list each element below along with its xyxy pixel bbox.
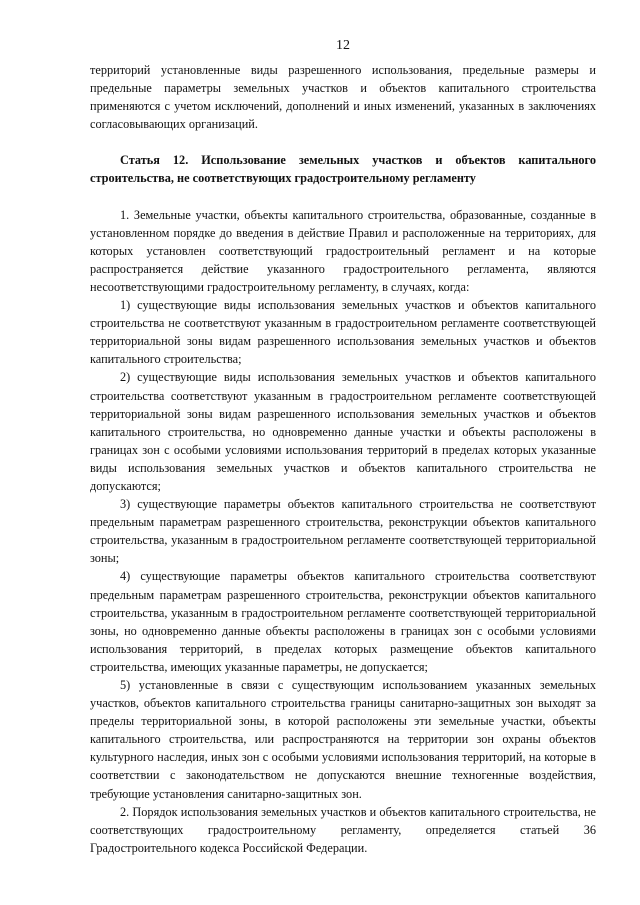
clause-1: 1. Земельные участки, объекты капитального строительства, образованные, созданные в установленном порядке до введения в действие Правил и расположенные на территориях, для которых установлен соответствующий градостроительный регламент и на которые распространяется действие указанного градостроительного регламента, являются несоответствующими градостроительному регламенту, в случаях, когда:: [90, 207, 596, 294]
document-page: [90, 0, 596, 905]
clause-2: 2. Порядок использования земельных участков и объектов капитального строительства, не соответствующих градостроительному регламенту, определяется статьей 36 Градостроительного кодекса Российской Федерации.: [90, 804, 596, 855]
subclause-1: 1) существующие виды использования земельных участков и объектов капитального строительства не соответствуют указанным в градостроительном регламенте соответствующей территориальной зоны видам разрешенного использования земельных участков и объектов капитального строительства;: [90, 298, 596, 367]
intro-paragraph: территорий установленные виды разрешенного использования, предельные размеры и предельные параметры земельных участков и объектов капитального строительства применяются с учетом исключений, дополнений и иных изменений, указанных в заключениях согласовывающих организаций.: [90, 63, 596, 132]
article-heading: Статья 12. Использование земельных участков и объектов капитального строительства, не соответствующих градостроительному регламенту: [90, 153, 596, 186]
subclause-3: 3) существующие параметры объектов капитального строительства не соответствуют предельным параметрам разрешенного строительства, реконструкции объектов капитального строительства, указанным в градостроительном регламенте соответствующей территориальной зоны;: [90, 497, 596, 566]
subclause-4: 4) существующие параметры объектов капитального строительства соответствуют предельным параметрам разрешенного строительства, реконструкции объектов капитального строительства, указанным в градостроительном регламенте соответствующей территориальной зоны, но одновременно данные объекты расположены в границах зон с особыми условиями использования территорий, в пределах которых размещение объектов капитального строительства, имеющих указанные параметры, не допускается;: [90, 569, 596, 674]
subclause-2: 2) существующие виды использования земельных участков и объектов капитального строительства соответствуют указанным в градостроительном регламенте соответствующей территориальной зоны видам разрешенного использования земельных участков и объектов капитального строительства, но одновременно данные участки и объекты расположены в границах зон с особыми условиями использования территорий в пределах которых указанные виды использования земельных участков и объектов капитального строительства не допускаются;: [90, 370, 596, 493]
page-number: 12: [336, 38, 350, 53]
document-body: [90, 61, 596, 857]
subclause-5: 5) установленные в связи с существующим использованием указанных земельных участков, объектов капитального строительства границы санитарно-защитных зон выходят за пределы территориальной зоны, в которой расположены эти земельные участки, объекты капитального строительства, или распространяются на территории зон охраны объектов культурного наследия, иных зон с особыми условиями использования территорий, на которые в соответствии с законодательством не допускаются внешние техногенные воздействия, требующие установления санитарно-защитных зон.: [90, 678, 596, 801]
